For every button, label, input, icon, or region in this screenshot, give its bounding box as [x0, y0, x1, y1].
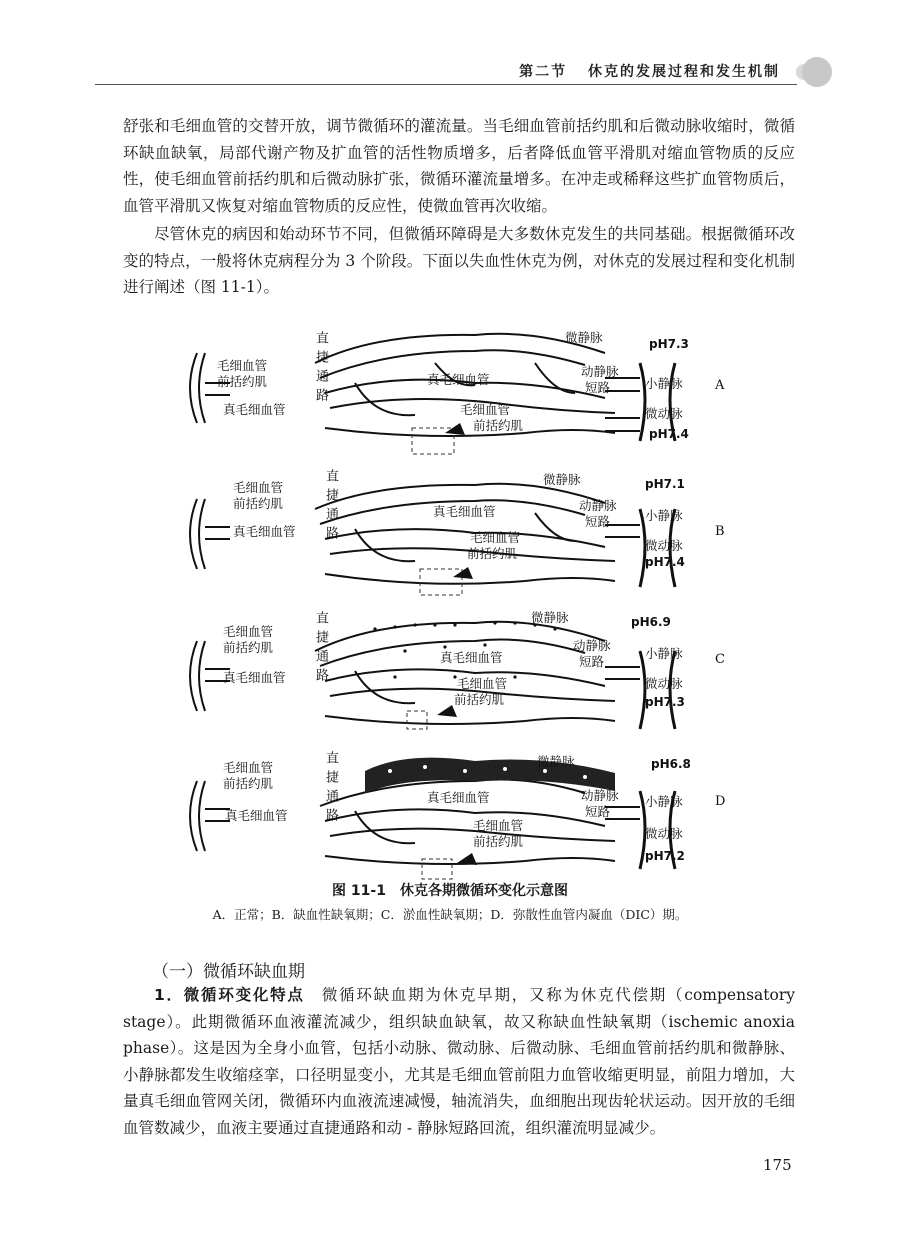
- label-arteriole: 微动脉: [645, 406, 683, 421]
- label-av-shunt-b: 短路: [585, 380, 611, 395]
- header-ornament-icon: [792, 52, 832, 92]
- panel-letter-c: C: [715, 652, 725, 667]
- label-thoroughfare: 直捷通路: [313, 611, 328, 687]
- paragraph-1: 舒张和毛细血管的交替开放，调节微循环的灌流量。当毛细血管前括约肌和后微动脉收缩时，微循环缺血缺氧，局部代谢产物及扩血管的活性物质增多，后者降低血管平滑肌对缩血管物质的反应性，使毛细血管前括约肌和后微动脉扩张，微循环灌流量增多。在冲走或稀释这些扩血管物质后，血管平滑肌又恢复对缩血管物质的反应性，使微血管再次收缩。: [123, 117, 795, 215]
- figure-caption-sub: A．正常；B．缺血性缺氧期；C．淤血性缺氧期；D．弥散性血管内凝血（DIC）期。: [212, 907, 688, 922]
- ph-bottom-c: pH7.3: [645, 695, 685, 709]
- ph-bottom-a: pH7.4: [649, 427, 689, 441]
- label-precap-center-a: 毛细血管: [470, 530, 521, 545]
- header-title: 休克的发展过程和发生机制: [588, 64, 780, 80]
- label-thoroughfare: 直捷通路: [313, 331, 328, 407]
- label-arteriole: 微动脉: [645, 676, 683, 691]
- paragraph-3-lead: 1．微循环变化特点: [154, 986, 305, 1004]
- label-precap-center-a: 毛细血管: [457, 676, 508, 691]
- label-precap-center-b: 前括约肌: [454, 692, 505, 707]
- header-rule: [95, 84, 797, 85]
- label-av-shunt-b: 短路: [579, 654, 605, 669]
- paragraph-3-text: 微循环缺血期为休克早期，又称为休克代偿期（compensatory stage）。此期微循环血液灌流减少，组织缺血缺氧，故又称缺血性缺氧期（ischemic anoxia phase）。这是因为全身小血管，包括小动脉、微动脉、后微动脉、毛细血管前括约肌和微静脉、小静脉都发生收缩痉挛，口径明显变小，尤其是毛细血管前阻力血管收缩更明显，前阻力增加，大量真毛细血管网关闭，微循环内血液流速减慢，轴流消失，血细胞出现齿轮状运动。因开放的毛细血管数减少，血液主要通过直捷通路和动 - 静脉短路回流，组织灌流明显减少。: [123, 986, 795, 1137]
- ph-top-d: pH6.8: [651, 757, 691, 771]
- label-venule: 微静脉: [531, 610, 569, 625]
- label-precap-center-b: 前括约肌: [467, 546, 518, 561]
- label-precap-a: 毛细血管: [223, 760, 274, 775]
- header-section: 第二节: [519, 64, 568, 80]
- label-precap-b: 前括约肌: [217, 374, 268, 389]
- panel-letter-b: B: [715, 524, 725, 539]
- label-precap-a: 毛细血管: [223, 624, 274, 639]
- label-av-shunt-a: 动静脉: [581, 364, 619, 379]
- label-venule: 微静脉: [537, 754, 575, 769]
- label-thoroughfare: 直捷通路: [323, 751, 338, 827]
- panel-b: [175, 469, 735, 609]
- label-true-cap: 真毛细血管: [225, 808, 288, 823]
- label-thoroughfare: 直捷通路: [323, 469, 338, 545]
- ph-top-a: pH7.3: [649, 337, 689, 351]
- label-precap-b: 前括约肌: [233, 496, 284, 511]
- header-text: [519, 61, 780, 81]
- label-av-shunt-a: 动静脉: [579, 498, 617, 513]
- panel-a: [175, 323, 735, 463]
- label-true-cap-center: 真毛细血管: [433, 504, 496, 519]
- label-av-shunt-a: 动静脉: [581, 788, 619, 803]
- ph-bottom-b: pH7.4: [645, 555, 685, 569]
- label-precap-b: 前括约肌: [223, 776, 274, 791]
- panel-letter-d: D: [715, 794, 726, 809]
- label-small-vein: 小静脉: [645, 376, 683, 391]
- paragraph-2: 尽管休克的病因和始动环节不同，但微循环障碍是大多数休克发生的共同基础。根据微循环改变的特点，一般将休克病程分为 3 个阶段。下面以失血性休克为例，对休克的发展过程和变化机制进行阐述（图 11-1）。: [123, 225, 795, 296]
- label-precap-a: 毛细血管: [233, 480, 284, 495]
- label-arteriole: 微动脉: [645, 826, 683, 841]
- label-true-cap: 真毛细血管: [223, 670, 286, 685]
- label-small-vein: 小静脉: [645, 508, 683, 523]
- panel-letter-a: A: [715, 378, 725, 393]
- label-small-vein: 小静脉: [645, 646, 683, 661]
- section-title: （一）微循环缺血期: [152, 962, 305, 982]
- figure-caption-title: 图 11-1 休克各期微循环变化示意图: [332, 883, 568, 899]
- figure-11-1: [175, 323, 735, 878]
- label-precap-center-a: 毛细血管: [473, 818, 524, 833]
- label-av-shunt-b: 短路: [585, 514, 611, 529]
- label-small-vein: 小静脉: [645, 794, 683, 809]
- label-av-shunt-a: 动静脉: [573, 638, 611, 653]
- label-true-cap-center: 真毛细血管: [427, 790, 490, 805]
- label-precap-b: 前括约肌: [223, 640, 274, 655]
- ph-bottom-d: pH7.2: [645, 849, 685, 863]
- panel-d: [175, 751, 735, 891]
- label-venule: 微静脉: [543, 472, 581, 487]
- ph-top-b: pH7.1: [645, 477, 685, 491]
- label-true-cap: 真毛细血管: [223, 402, 286, 417]
- label-arteriole: 微动脉: [645, 538, 683, 553]
- paragraph-3: [123, 982, 795, 1141]
- label-precap-center-b: 前括约肌: [473, 418, 524, 433]
- label-true-cap-center: 真毛细血管: [427, 372, 490, 387]
- label-precap-center-b: 前括约肌: [473, 834, 524, 849]
- label-precap-a: 毛细血管: [217, 358, 268, 373]
- label-true-cap: 真毛细血管: [233, 524, 296, 539]
- page-number: 175: [763, 1156, 792, 1174]
- panel-c: [175, 611, 735, 751]
- label-venule: 微静脉: [565, 330, 603, 345]
- ph-top-c: pH6.9: [631, 615, 671, 629]
- label-av-shunt-b: 短路: [585, 804, 611, 819]
- label-precap-center-a: 毛细血管: [460, 402, 511, 417]
- running-header: [0, 44, 900, 84]
- label-true-cap-center: 真毛细血管: [440, 650, 503, 665]
